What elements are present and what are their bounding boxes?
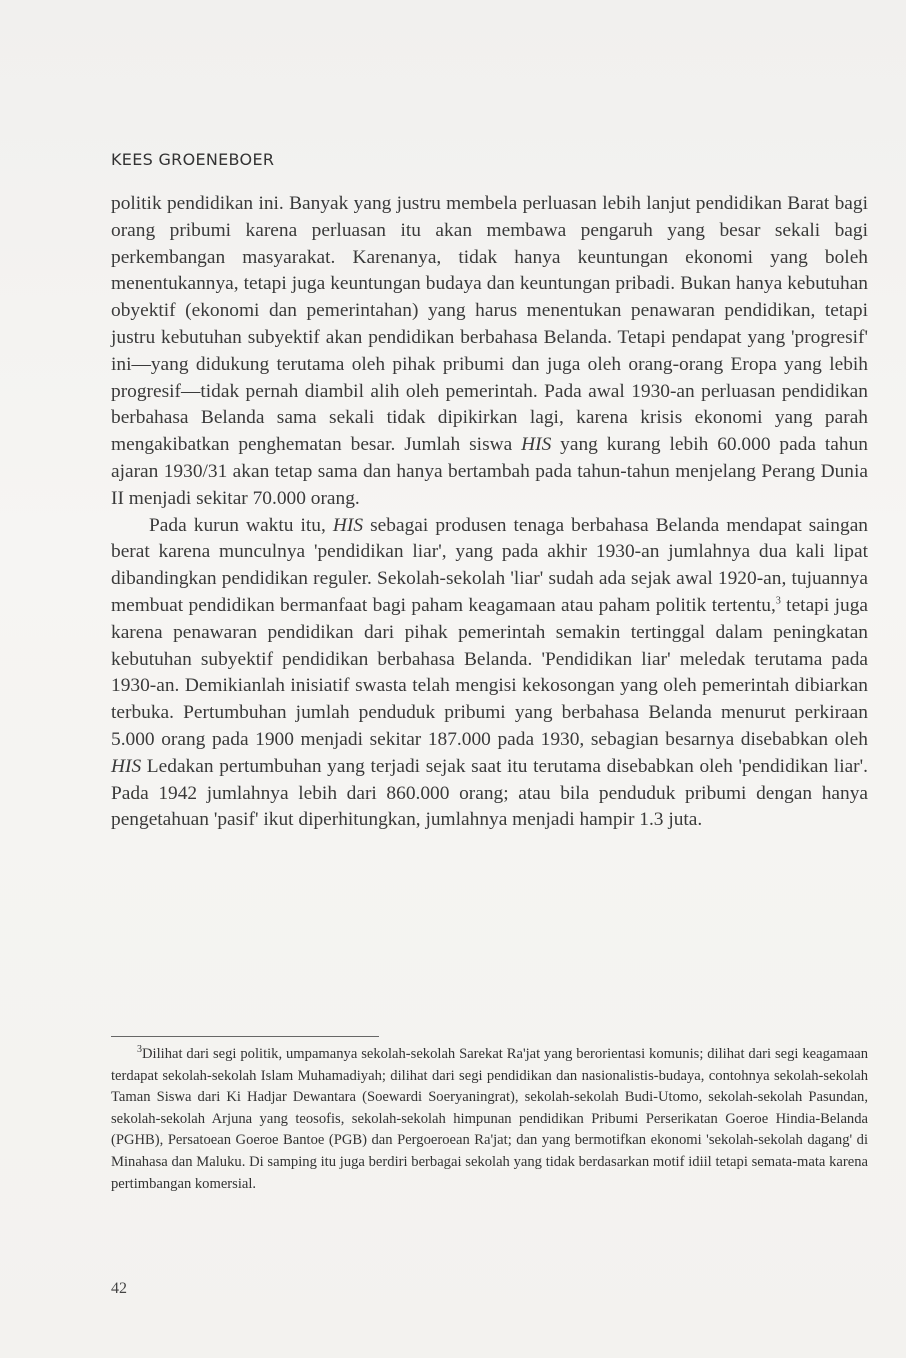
footnote-text: Dilihat dari segi politik, umpamanya sekolah-sekolah Sarekat Ra'jat yang berorientasi komunis; dilihat dari segi keagamaan terdapat sekolah-sekolah Islam Muhamadiyah; dilihat dari segi pendidikan dan nasionalistis-budaya, contohnya sekolah-sekolah Taman Siswa dari Ki Hadjar Dewantara (Soewardi Soeryaningrat), sekolah-sekolah Budi-Utomo, sekolah-sekolah Pasundan, sekolah-sekolah Arjuna yang teosofis, sekolah-sekolah himpunan pendidikan Pribumi Perserikatan Goeroe Hindia-Belanda (PGHB), Persatoean Goeroe Bantoe (PGB) dan Pergoeroean Ra'jat; dan yang bermotifkan ekonomi 'sekolah-sekolah dagang' di Minahasa dan Maluku. Di samping itu juga berdiri berbagai sekolah yang tidak berdasarkan motif idiil tetapi semata-mata karena pertimbangan komersial. [111,1046,868,1192]
his-abbreviation: HIS [332,514,364,536]
paragraph-1-part-a: politik pendidikan ini. Banyak yang justru membela perluasan lebih lanjut pendidikan Barat bagi orang pribumi karena perluasan itu akan membawa pengaruh yang besar sekali bagi perkembangan masyarakat. Karenanya, tidak hanya keuntungan ekonomi yang boleh menentukannya, tetapi juga keuntungan budaya dan keuntungan pribadi. Bukan hanya kebutuhan obyektif (ekonomi dan pemerintahan) yang harus menentukan penawaran pendidikan, tetapi justru kebutuhan subyektif akan pendidikan berbahasa Belanda. Tetapi pendapat yang 'progresif' ini—yang didukung terutama oleh pihak pribumi dan juga oleh orang-orang Eropa yang lebih progresif—tidak pernah diambil alih oleh pemerintah. Pada awal 1930-an perluasan pendidikan berbahasa Belanda sama sekali tidak dipikirkan lagi, karena krisis ekonomi yang parah mengakibatkan penghematan besar. Jumlah siswa [111,193,868,456]
footnote [111,1044,868,1195]
paragraph-2 [111,513,868,835]
paragraph-1 [111,191,868,513]
paragraph-2-part-c: tetapi juga karena penawaran pendidikan dari pihak pemerintah semakin tertinggal dalam peningkatan kebutuhan subyektif pendidikan berbahasa Belanda. 'Pendidikan liar' meledak terutama pada 1930-an. Demikianlah inisiatif swasta telah mengisi kekosongan yang oleh pemerintah dibiarkan terbuka. Pertumbuhan jumlah penduduk pribumi yang berbahasa Belanda menurut perkiraan 5.000 orang pada 1900 menjadi sekitar 187.000 pada 1930, sebagian besarnya disebabkan oleh [111,594,869,750]
paragraph-2-part-a: Pada kurun waktu itu, [149,514,333,536]
his-abbreviation: HIS [111,755,142,777]
footnote-marker: 3 [137,1044,142,1056]
paragraph-1-part-b: yang kurang lebih 60.000 pada tahun ajaran 1930/31 akan tetap sama dan hanya bertambah pada tahun-tahun menjelang Perang Dunia II menjadi sekitar 70.000 orang. [111,434,868,509]
page-number: 42 [111,1280,127,1297]
footnote-divider [111,1036,379,1037]
his-abbreviation: HIS [521,434,552,456]
paragraph-2-part-d: Ledakan pertumbuhan yang terjadi sejak saat itu terutama disebabkan oleh 'pendidikan liar'. Pada 1942 jumlahnya lebih dari 860.000 orang; atau bila penduduk pribumi dengan hanya pengetahuan 'pasif' ikut diperhitungkan, jumlahnya menjadi hampir 1.3 juta. [111,755,868,831]
running-head: KEES GROENEBOER [111,150,275,169]
body-text [111,191,868,834]
footnote-3 [111,1044,868,1195]
paragraph-2-part-b: sebagai produsen tenaga berbahasa Belanda mendapat saingan berat karena munculnya 'pendidikan liar', yang pada akhir 1930-an jumlahnya dua kali lipat dibandingkan pendidikan reguler. Sekolah-sekolah 'liar' sudah ada sejak awal 1920-an, tujuannya membuat pendidikan bermanfaat bagi paham keagamaan atau paham politik tertentu, [111,514,868,616]
footnote-reference[interactable]: 3 [775,595,781,607]
